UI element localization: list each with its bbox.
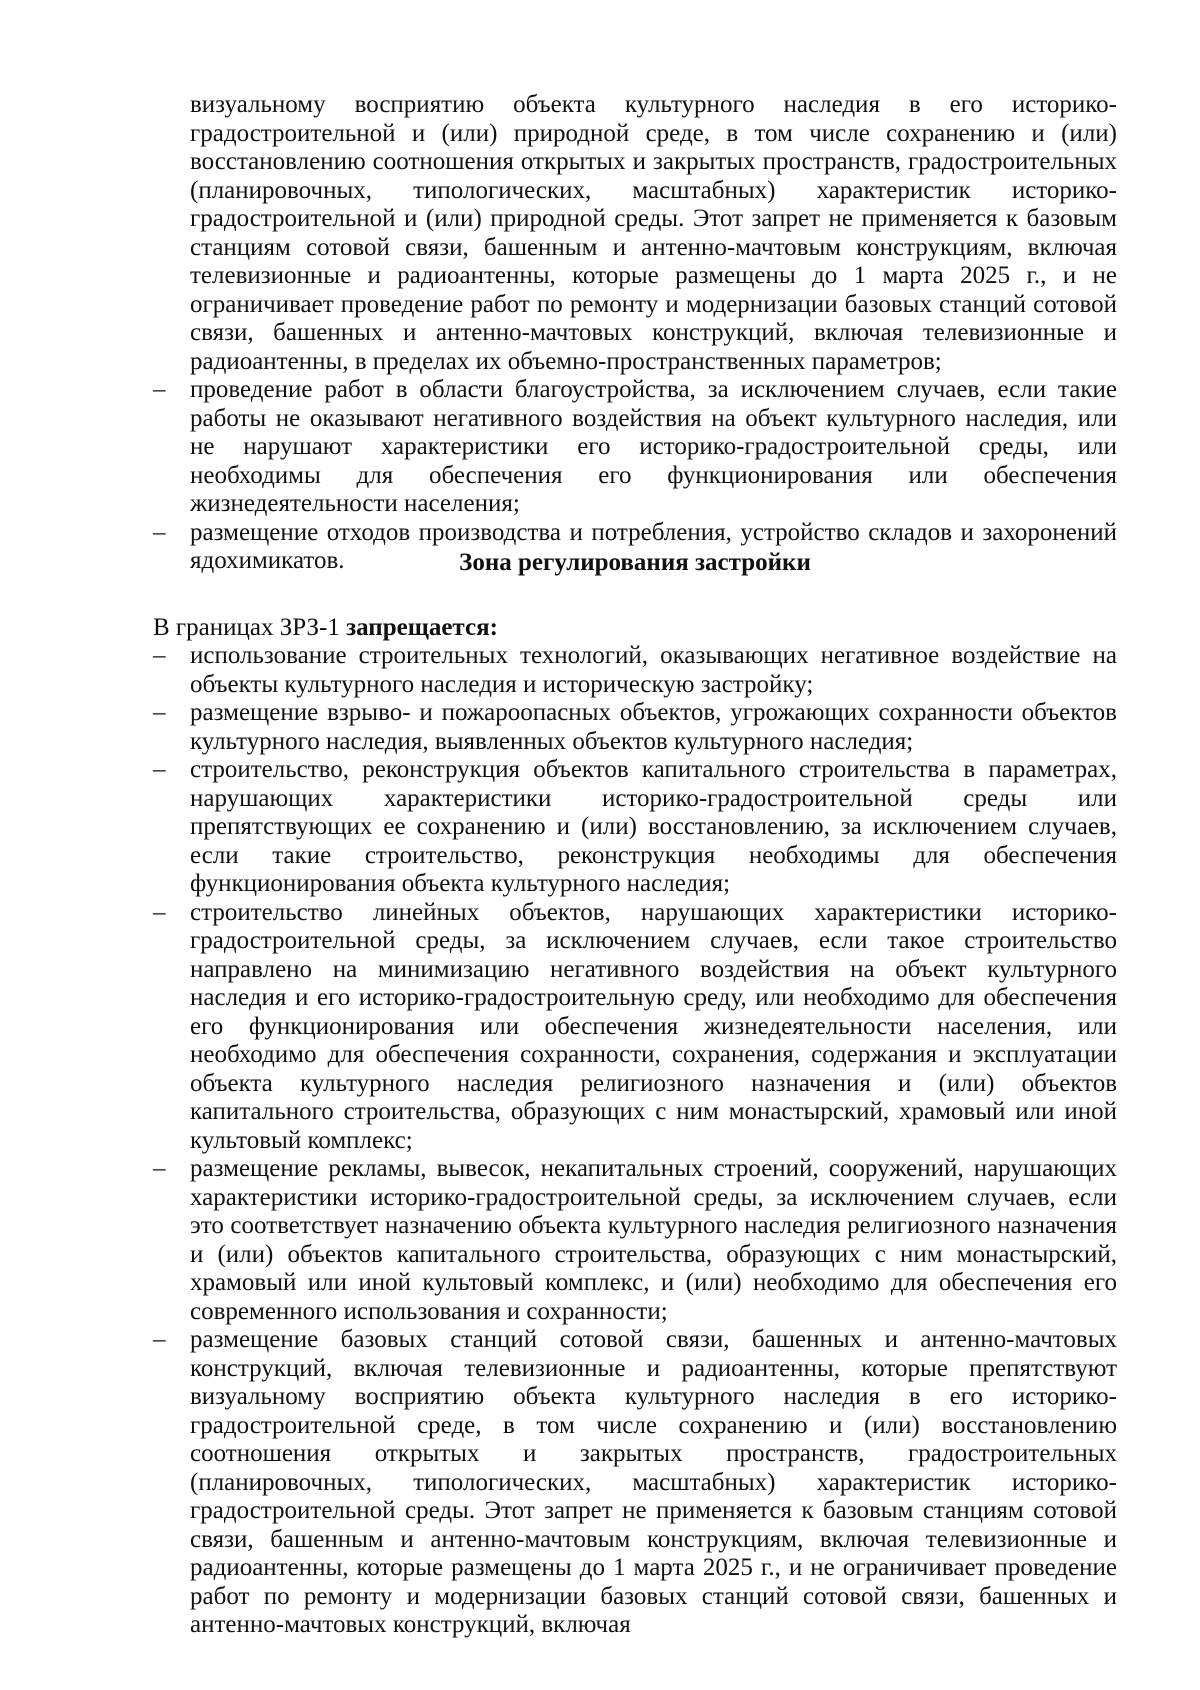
dash-bullet: – — [153, 376, 166, 403]
list-item-text: размещение отходов производства и потребления, устройство складов и захоронений ядохимикатов. — [190, 518, 1117, 574]
list-item — [153, 699, 1117, 756]
dash-bullet: – — [153, 1155, 166, 1182]
list-item-text: размещение взрыво- и пожароопасных объектов, угрожающих сохранности объектов культурного наследия, выявленных объектов культурного наследия; — [190, 699, 1117, 755]
continued-paragraph: визуальному восприятию объекта культурного наследия в его историко-градостроительной и (или) природной среде, в том числе сохранению и (или) восстановлению соотношения открытых и закрытых пространств, градостроительных (планировочных, типологических, масштабных) характеристик историко-градостроительной и (или) природной среды. Этот запрет не применяется к базовым станциям сотовой связи, башенным и антенно-мачтовым конструкциям, включая телевизионные и радиоантенны, которые размещены до 1 марта 2025 г., и не ограничивает проведение работ по ремонту и модернизации базовых станций сотовой связи, башенных и антенно-мачтовых конструкций, включая телевизионные и радиоантенны, в пределах их объемно-пространственных параметров; — [190, 91, 1117, 375]
continued-paragraph-block — [153, 91, 1117, 376]
list-item-text: размещение базовых станций сотовой связи, башенных и антенно-мачтовых конструкций, включая телевизионные и радиоантенны, которые препятствуют визуальному восприятию объекта культурного наследия в его историко-градостроительной среде, в том числе сохранению и (или) восстановлению соотношения открытых и закрытых пространств, градостроительных (планировочных, типологических, масштабных) характеристик историко-градостроительной среды. Этот запрет не применяется к базовым станциям сотовой связи, башенным и антенно-мачтовым конструкциям, включая телевизионные и радиоантенны, которые размещены до 1 марта 2025 г., и не ограничивает проведение работ по ремонту и модернизации базовых станций сотовой связи, башенных и антенно-мачтовых конструкций, включая — [190, 1326, 1117, 1638]
list-item — [153, 899, 1117, 1156]
dash-bullet: – — [153, 518, 166, 546]
list-item — [153, 756, 1117, 899]
section-heading: Зона регулирования застройки — [459, 549, 811, 576]
intro-prefix: В границах ЗРЗ-1 — [153, 614, 347, 641]
dash-bullet: – — [153, 756, 166, 783]
intro-line-block — [153, 614, 1117, 643]
prohibitions-list-1 — [153, 376, 1117, 576]
intro-line — [153, 614, 1117, 643]
prohibitions-list-2 — [153, 642, 1117, 1640]
intro-bold: запрещается: — [346, 614, 498, 641]
dash-bullet: – — [153, 898, 166, 926]
dash-bullet: – — [153, 699, 166, 726]
list-item-text: строительство линейных объектов, нарушающих характеристики историко-градостроительной среды, за исключением случаев, если такое строительство направлено на минимизацию негативного воздействия на объект культурного наследия и его историко-градостроительную среду, или необходимо для обеспечения его функционирования или обеспечения жизнедеятельности населения, или необходимо для обеспечения сохранности, сохранения, содержания и эксплуатации объекта культурного наследия религиозного назначения и (или) объектов капитального строительства, образующих с ним монастырский, храмовый или иной культовый комплекс; — [190, 898, 1117, 1154]
list-item — [153, 1326, 1117, 1640]
list-item — [153, 642, 1117, 699]
list-item-text: строительство, реконструкция объектов капитального строительства в параметрах, нарушающих характеристики историко-градостроительной среды или препятствующих ее сохранению и (или) восстановлению, за исключением случаев, если такие строительство, реконструкция необходимы для обеспечения функционирования объекта культурного наследия; — [190, 756, 1117, 897]
dash-bullet: – — [153, 1326, 166, 1353]
list-item-text: проведение работ в области благоустройства, за исключением случаев, если такие работы не оказывают негативного воздействия на объект культурного наследия, или не нарушают характеристики его историко-градостроительной среды, или необходимы для обеспечения его функционирования или обеспечения жизнедеятельности населения; — [190, 376, 1117, 517]
list-item — [153, 376, 1117, 519]
section-heading-block — [153, 549, 1117, 578]
list-item — [153, 1155, 1117, 1326]
list-item-text: размещение рекламы, вывесок, некапитальных строений, сооружений, нарушающих характеристики историко-градостроительной среды, за исключением случаев, если это соответствует назначению объекта культурного наследия религиозного назначения и (или) объектов капитального строительства, образующих с ним монастырский, храмовый или иной культовый комплекс, и (или) необходимо для обеспечения его современного использования и сохранности; — [190, 1155, 1117, 1325]
list-item-text: использование строительных технологий, оказывающих негативное воздействие на объекты культурного наследия и историческую застройку; — [190, 642, 1117, 698]
dash-bullet: – — [153, 642, 166, 669]
